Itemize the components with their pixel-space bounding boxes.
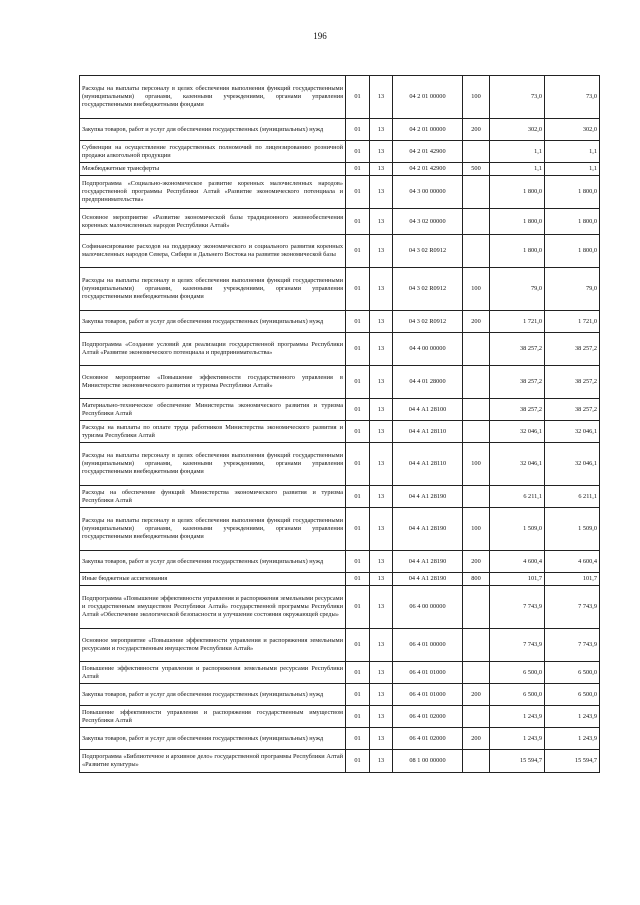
row-target-code: 04 3 02 R0912 [393, 268, 463, 311]
row-expense-type [463, 486, 490, 508]
row-sum-year-2: 1 243,9 [545, 706, 600, 728]
row-sum-year-1: 1 509,0 [490, 508, 545, 551]
row-sum-year-2: 6 500,0 [545, 684, 600, 706]
row-sum-year-2: 1,1 [545, 163, 600, 176]
row-target-code: 04 3 00 00000 [393, 176, 463, 209]
row-expense-type [463, 421, 490, 443]
row-target-code: 04 4 А1 28190 [393, 551, 463, 573]
table-row [80, 268, 600, 311]
row-razdel: 01 [346, 551, 370, 573]
row-sum-year-2: 6 500,0 [545, 662, 600, 684]
row-podrazdel: 13 [370, 551, 393, 573]
row-name: Закупка товаров, работ и услуг для обеспечения государственных (муниципальных) нужд [80, 311, 346, 333]
row-sum-year-1: 32 046,1 [490, 421, 545, 443]
row-sum-year-2: 1 721,0 [545, 311, 600, 333]
row-sum-year-2: 101,7 [545, 573, 600, 586]
row-razdel: 01 [346, 268, 370, 311]
row-target-code: 04 2 01 00000 [393, 119, 463, 141]
row-sum-year-1: 1,1 [490, 141, 545, 163]
row-razdel: 01 [346, 629, 370, 662]
row-sum-year-1: 1 800,0 [490, 209, 545, 235]
row-podrazdel: 13 [370, 163, 393, 176]
row-target-code: 08 1 00 00000 [393, 750, 463, 773]
row-sum-year-2: 32 046,1 [545, 443, 600, 486]
row-expense-type: 200 [463, 684, 490, 706]
row-expense-type [463, 706, 490, 728]
row-razdel: 01 [346, 728, 370, 750]
row-podrazdel: 13 [370, 728, 393, 750]
row-sum-year-2: 1 800,0 [545, 235, 600, 268]
row-razdel: 01 [346, 662, 370, 684]
row-sum-year-1: 1 243,9 [490, 706, 545, 728]
table-row [80, 163, 600, 176]
row-name: Расходы на выплаты по оплате труда работников Министерства экономического развития и туризма Республики Алтай [80, 421, 346, 443]
row-razdel: 01 [346, 399, 370, 421]
row-expense-type [463, 662, 490, 684]
row-name: Материально-техническое обеспечение Министерства экономического развития и туризма Республики Алтай [80, 399, 346, 421]
row-sum-year-2: 38 257,2 [545, 366, 600, 399]
row-expense-type [463, 629, 490, 662]
row-name: Основное мероприятие «Повышение эффективности государственного управления в Министерстве экономического развития и туризма Республики Алтай» [80, 366, 346, 399]
table-row [80, 586, 600, 629]
row-podrazdel: 13 [370, 629, 393, 662]
row-sum-year-2: 1 800,0 [545, 209, 600, 235]
row-target-code: 04 4 01 28000 [393, 366, 463, 399]
row-expense-type [463, 399, 490, 421]
row-sum-year-1: 302,0 [490, 119, 545, 141]
row-sum-year-2: 1,1 [545, 141, 600, 163]
row-sum-year-2: 7 743,9 [545, 629, 600, 662]
row-sum-year-1: 4 600,4 [490, 551, 545, 573]
row-name: Повышение эффективности управления и распоряжения земельными ресурсами Республики Алтай [80, 662, 346, 684]
row-target-code: 06 4 00 00000 [393, 586, 463, 629]
row-sum-year-1: 6 500,0 [490, 662, 545, 684]
row-razdel: 01 [346, 573, 370, 586]
row-razdel: 01 [346, 366, 370, 399]
budget-table-body [80, 76, 600, 773]
row-name: Иные бюджетные ассигнования [80, 573, 346, 586]
row-target-code: 04 4 А1 28100 [393, 399, 463, 421]
row-sum-year-2: 6 211,1 [545, 486, 600, 508]
row-razdel: 01 [346, 76, 370, 119]
row-razdel: 01 [346, 750, 370, 773]
table-row [80, 209, 600, 235]
row-razdel: 01 [346, 311, 370, 333]
row-sum-year-1: 38 257,2 [490, 399, 545, 421]
row-name: Расходы на обеспечение функций Министерства экономического развития и туризма Республики Алтай [80, 486, 346, 508]
row-sum-year-2: 32 046,1 [545, 421, 600, 443]
row-name: Субвенции на осуществление государственных полномочий по лицензированию розничной продажи алкогольной продукции [80, 141, 346, 163]
table-row [80, 176, 600, 209]
row-podrazdel: 13 [370, 366, 393, 399]
row-target-code: 04 4 00 00000 [393, 333, 463, 366]
table-row [80, 443, 600, 486]
row-target-code: 06 4 01 01000 [393, 662, 463, 684]
row-name: Закупка товаров, работ и услуг для обеспечения государственных (муниципальных) нужд [80, 551, 346, 573]
row-razdel: 01 [346, 209, 370, 235]
row-sum-year-1: 1,1 [490, 163, 545, 176]
row-razdel: 01 [346, 508, 370, 551]
row-expense-type: 800 [463, 573, 490, 586]
row-target-code: 04 4 А1 28110 [393, 421, 463, 443]
row-target-code: 04 4 А1 28190 [393, 486, 463, 508]
row-expense-type [463, 235, 490, 268]
row-target-code: 04 3 02 00000 [393, 209, 463, 235]
row-razdel: 01 [346, 333, 370, 366]
row-target-code: 04 4 А1 28190 [393, 573, 463, 586]
row-expense-type: 200 [463, 728, 490, 750]
row-podrazdel: 13 [370, 235, 393, 268]
table-row [80, 76, 600, 119]
row-razdel: 01 [346, 421, 370, 443]
table-row [80, 551, 600, 573]
table-row [80, 421, 600, 443]
row-podrazdel: 13 [370, 573, 393, 586]
row-target-code: 06 4 01 01000 [393, 684, 463, 706]
row-expense-type: 500 [463, 163, 490, 176]
table-row [80, 119, 600, 141]
row-name: Софинансирование расходов на поддержку экономического и социального развития коренных малочисленных народов Севера, Сибири и Дальнего Востока на развитие экономической базы [80, 235, 346, 268]
row-name: Расходы на выплаты персоналу в целях обеспечения выполнения функций государственными (муниципальными) органами, казенными учреждениями, органами управления государственными внебюджетными фондами [80, 76, 346, 119]
row-sum-year-2: 1 509,0 [545, 508, 600, 551]
row-target-code: 04 4 А1 28190 [393, 508, 463, 551]
row-sum-year-1: 38 257,2 [490, 333, 545, 366]
row-podrazdel: 13 [370, 443, 393, 486]
row-expense-type [463, 333, 490, 366]
table-row [80, 662, 600, 684]
table-row [80, 684, 600, 706]
row-sum-year-2: 79,0 [545, 268, 600, 311]
row-sum-year-2: 15 594,7 [545, 750, 600, 773]
row-podrazdel: 13 [370, 706, 393, 728]
table-row [80, 629, 600, 662]
row-sum-year-2: 4 600,4 [545, 551, 600, 573]
row-podrazdel: 13 [370, 268, 393, 311]
row-expense-type: 200 [463, 311, 490, 333]
row-sum-year-1: 38 257,2 [490, 366, 545, 399]
row-target-code: 04 3 02 R0912 [393, 235, 463, 268]
row-razdel: 01 [346, 176, 370, 209]
row-razdel: 01 [346, 119, 370, 141]
row-podrazdel: 13 [370, 508, 393, 551]
row-expense-type [463, 176, 490, 209]
row-podrazdel: 13 [370, 486, 393, 508]
row-sum-year-2: 38 257,2 [545, 399, 600, 421]
row-name: Межбюджетные трансферты [80, 163, 346, 176]
row-sum-year-1: 1 800,0 [490, 235, 545, 268]
row-podrazdel: 13 [370, 684, 393, 706]
row-expense-type [463, 750, 490, 773]
row-podrazdel: 13 [370, 333, 393, 366]
row-razdel: 01 [346, 235, 370, 268]
row-sum-year-1: 6 211,1 [490, 486, 545, 508]
row-sum-year-1: 1 243,9 [490, 728, 545, 750]
row-sum-year-2: 73,0 [545, 76, 600, 119]
row-name: Подпрограмма «Социально-экономическое развитие коренных малочисленных народов» государственной программы Республики Алтай «Развитие экономического потенциала и предпринимательства» [80, 176, 346, 209]
row-name: Расходы на выплаты персоналу в целях обеспечения выполнения функций государственными (муниципальными) органами, казенными учреждениями, органами управления государственными внебюджетными фондами [80, 443, 346, 486]
row-podrazdel: 13 [370, 176, 393, 209]
table-row [80, 399, 600, 421]
row-name: Основное мероприятие «Повышение эффективности управления и распоряжения земельными ресурсами и государственным имуществом Республики Алтай» [80, 629, 346, 662]
row-sum-year-2: 38 257,2 [545, 333, 600, 366]
row-podrazdel: 13 [370, 76, 393, 119]
row-razdel: 01 [346, 141, 370, 163]
row-expense-type: 200 [463, 119, 490, 141]
row-target-code: 04 2 01 42900 [393, 163, 463, 176]
row-target-code: 06 4 01 02000 [393, 706, 463, 728]
row-podrazdel: 13 [370, 209, 393, 235]
row-sum-year-2: 7 743,9 [545, 586, 600, 629]
row-sum-year-1: 6 500,0 [490, 684, 545, 706]
row-sum-year-1: 1 800,0 [490, 176, 545, 209]
row-expense-type: 100 [463, 268, 490, 311]
row-podrazdel: 13 [370, 750, 393, 773]
row-sum-year-1: 7 743,9 [490, 586, 545, 629]
row-expense-type: 100 [463, 443, 490, 486]
row-sum-year-1: 7 743,9 [490, 629, 545, 662]
row-target-code: 04 2 01 42900 [393, 141, 463, 163]
row-expense-type: 100 [463, 76, 490, 119]
page-number: 196 [313, 31, 327, 41]
table-row [80, 333, 600, 366]
row-podrazdel: 13 [370, 141, 393, 163]
row-podrazdel: 13 [370, 399, 393, 421]
row-name: Расходы на выплаты персоналу в целях обеспечения выполнения функций государственными (муниципальными) органами, казенными учреждениями, органами управления государственными внебюджетными фондами [80, 268, 346, 311]
row-sum-year-1: 79,0 [490, 268, 545, 311]
row-sum-year-2: 302,0 [545, 119, 600, 141]
row-target-code: 06 4 01 00000 [393, 629, 463, 662]
table-row [80, 366, 600, 399]
row-name: Подпрограмма «Создание условий для реализации государственной программы Республики Алтай «Развитие экономического потенциала и предпринимательства» [80, 333, 346, 366]
row-name: Повышение эффективности управления и распоряжения государственным имуществом Республики Алтай [80, 706, 346, 728]
row-expense-type [463, 586, 490, 629]
row-name: Расходы на выплаты персоналу в целях обеспечения выполнения функций государственными (муниципальными) органами, казенными учреждениями, органами управления государственными внебюджетными фондами [80, 508, 346, 551]
row-sum-year-2: 1 800,0 [545, 176, 600, 209]
row-expense-type [463, 366, 490, 399]
row-podrazdel: 13 [370, 119, 393, 141]
row-name: Подпрограмма «Библиотечное и архивное дело» государственной программы Республики Алтай «Развитие культуры» [80, 750, 346, 773]
row-expense-type [463, 141, 490, 163]
table-row [80, 141, 600, 163]
row-sum-year-1: 101,7 [490, 573, 545, 586]
table-row [80, 508, 600, 551]
row-target-code: 04 3 02 R0912 [393, 311, 463, 333]
row-target-code: 04 2 01 00000 [393, 76, 463, 119]
row-name: Основное мероприятие «Развитие экономической базы традиционного жизнеобеспечения коренных малочисленных народов Республики Алтай» [80, 209, 346, 235]
row-podrazdel: 13 [370, 311, 393, 333]
table-row [80, 311, 600, 333]
row-sum-year-1: 1 721,0 [490, 311, 545, 333]
row-sum-year-1: 15 594,7 [490, 750, 545, 773]
row-razdel: 01 [346, 706, 370, 728]
row-target-code: 06 4 01 02000 [393, 728, 463, 750]
row-name: Закупка товаров, работ и услуг для обеспечения государственных (муниципальных) нужд [80, 728, 346, 750]
row-podrazdel: 13 [370, 586, 393, 629]
row-razdel: 01 [346, 586, 370, 629]
row-sum-year-1: 32 046,1 [490, 443, 545, 486]
table-row [80, 573, 600, 586]
row-sum-year-2: 1 243,9 [545, 728, 600, 750]
row-name: Закупка товаров, работ и услуг для обеспечения государственных (муниципальных) нужд [80, 119, 346, 141]
row-podrazdel: 13 [370, 421, 393, 443]
row-razdel: 01 [346, 486, 370, 508]
row-razdel: 01 [346, 684, 370, 706]
table-row [80, 750, 600, 773]
row-name: Закупка товаров, работ и услуг для обеспечения государственных (муниципальных) нужд [80, 684, 346, 706]
row-expense-type: 200 [463, 551, 490, 573]
table-row [80, 235, 600, 268]
row-razdel: 01 [346, 443, 370, 486]
budget-table [79, 75, 600, 773]
row-sum-year-1: 73,0 [490, 76, 545, 119]
row-target-code: 04 4 А1 28110 [393, 443, 463, 486]
table-row [80, 728, 600, 750]
row-podrazdel: 13 [370, 662, 393, 684]
table-row [80, 486, 600, 508]
row-expense-type [463, 209, 490, 235]
row-razdel: 01 [346, 163, 370, 176]
row-name: Подпрограмма «Повышение эффективности управления и распоряжения земельными ресурсами и государственным имуществом Республики Алтай» государственной программы Республики Алтай «Обеспечение экологической безопасности и улучшение состояния окружающей среды» [80, 586, 346, 629]
table-row [80, 706, 600, 728]
row-expense-type: 100 [463, 508, 490, 551]
